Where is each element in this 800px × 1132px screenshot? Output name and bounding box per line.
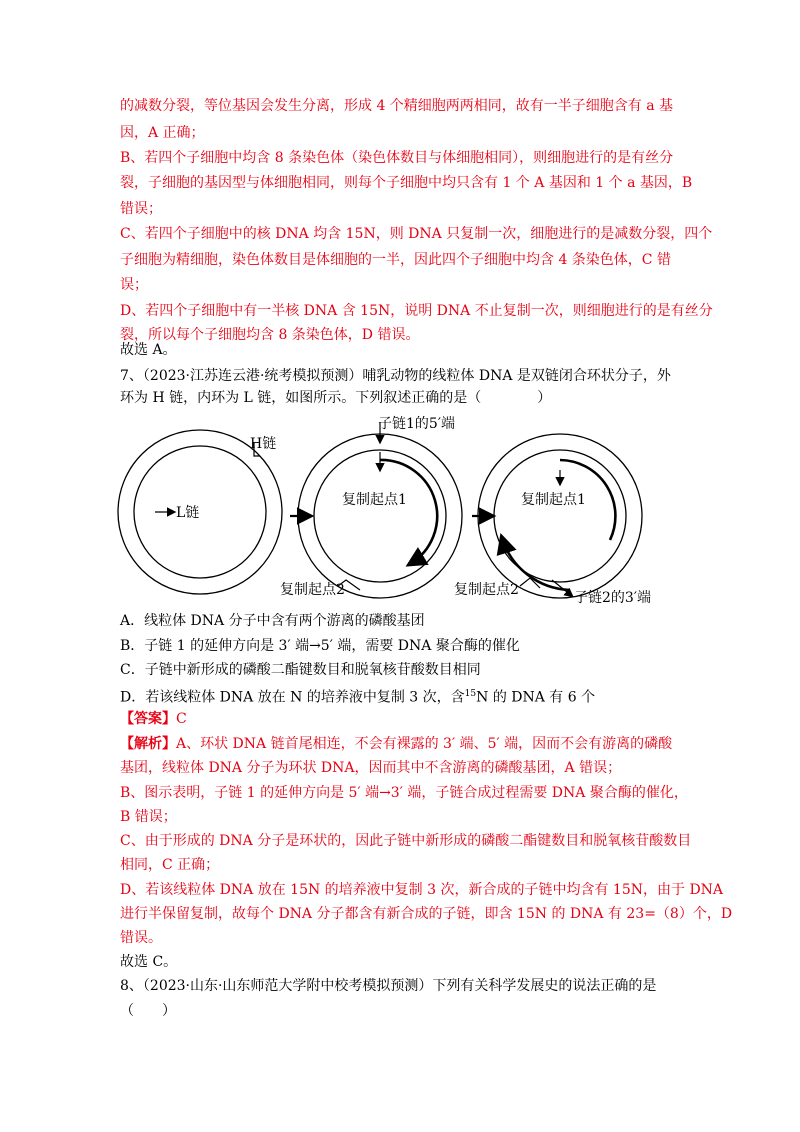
- child2-3end-label: 子链2的3′端: [574, 590, 651, 606]
- h-chain-ring-3: [478, 434, 642, 598]
- question7-stem-line-1: 7、（2023·江苏连云港·统考模拟预测）哺乳动物的线粒体 DNA 是双链闭合环状分子，外: [120, 368, 671, 384]
- prev-analysis-line-8: 误；: [120, 277, 148, 293]
- analysis-line-1: [120, 734, 672, 754]
- option-d-superscript: 15: [464, 689, 477, 699]
- question7-option-c: C．子链中新形成的磷酸二酯键数目和脱氧核苷酸数目相同: [120, 662, 481, 678]
- prev-analysis-line-1: 的减数分裂，等位基因会发生分离，形成 4 个精细胞两两相同，故有一半子细胞含有 a 基: [120, 98, 674, 114]
- question7-option-a: A．线粒体 DNA 分子中含有两个游离的磷酸基团: [120, 613, 425, 629]
- analysis-line-4: B 错误；: [120, 809, 177, 825]
- origin2-label-3: 复制起点2: [454, 582, 519, 598]
- analysis-line-2: 基团，线粒体 DNA 分子为环状 DNA，因而其中不含游离的磷酸基团，A 错误；: [120, 760, 622, 776]
- prev-analysis-line-7: 子细胞为精细胞，染色体数目是体细胞的一半，因此四个子细胞中均含 4 条染色体，C 错: [120, 252, 671, 268]
- analysis-line-7: D、若该线粒体 DNA 放在 15N 的培养液中复制 3 次，新合成的子链中均含有 15N，由于 DNA: [120, 882, 724, 898]
- l-chain-ring-1: [134, 446, 266, 578]
- answer-line: [120, 709, 187, 729]
- circle-set-1: [118, 430, 282, 594]
- prev-conclusion: 故选 A。: [120, 342, 177, 358]
- analysis-line-9: 错误。: [120, 930, 162, 946]
- h-chain-ring-1: [118, 430, 282, 594]
- origin1-label: 复制起点1: [342, 492, 407, 508]
- analysis-line-3: B、图示表明，子链 1 的延伸方向是 5′ 端→3′ 端，子链合成过程需要 DNA 聚合酶的催化，: [120, 785, 688, 801]
- answer-value: C: [176, 711, 187, 727]
- question8-stem-line-1: 8、（2023·山东·山东师范大学附中校考模拟预测）下列有关科学发展史的说法正确的是: [120, 978, 657, 994]
- circle-set-2: [280, 415, 462, 598]
- h-chain-label: H链: [250, 436, 277, 452]
- question8-stem-line-2: （ ）: [120, 1003, 176, 1019]
- question7-conclusion: 故选 C。: [120, 954, 178, 970]
- origin1-label-3: 复制起点1: [521, 492, 586, 508]
- prev-analysis-line-3: B、若四个子细胞中均含 8 条染色体（染色体数目与体细胞相同），则细胞进行的是有丝分: [120, 150, 674, 166]
- analysis-text-1: A、环状 DNA 链首尾相连，不会有裸露的 3′ 端、5′ 端，因而不会有游离的磷酸: [176, 736, 673, 752]
- l-chain-label: L链: [176, 505, 200, 521]
- child1-5end-label: 子链1的5′端: [378, 416, 455, 432]
- origin2-label: 复制起点2: [280, 582, 345, 598]
- prev-analysis-line-6: C、若四个子细胞中的核 DNA 均含 15N，则 DNA 只复制一次，细胞进行的是减数分裂，四个: [120, 226, 713, 242]
- analysis-line-8: 进行半保留复制，故每个 DNA 分子都含有新合成的子链，即含 15N 的 DNA 有 23=（8）个，D: [120, 906, 733, 922]
- analysis-line-5: C、由于形成的 DNA 分子是环状的，因此子链中新形成的磷酸二酯键数目和脱氧核苷酸数目: [120, 833, 692, 849]
- question7-stem-line-2: 环为 H 链，内环为 L 链，如图所示。下列叙述正确的是（ ）: [120, 390, 552, 406]
- analysis-line-6: 相同，C 正确；: [120, 857, 220, 873]
- question7-option-b: B．子链 1 的延伸方向是 3′ 端→5′ 端，需要 DNA 聚合酶的催化: [120, 638, 520, 654]
- mtdna-replication-diagram: [110, 412, 670, 612]
- prev-analysis-line-9: D、若四个子细胞中有一半核 DNA 含 15N，说明 DNA 不止复制一次，则细胞进行的是有丝分: [120, 303, 713, 319]
- option-d-text-pre: D．若该线粒体 DNA 放在 N 的培养液中复制 3 次，含: [120, 689, 465, 706]
- analysis-label: 【解析】: [120, 736, 176, 752]
- option-d-text-post: N 的 DNA 有 6 个: [476, 689, 596, 706]
- daughter-strand-1: [380, 460, 437, 564]
- circle-set-3: [454, 434, 651, 606]
- prev-analysis-line-10: 裂，所以每个子细胞均含 8 条染色体，D 错误。: [120, 327, 420, 343]
- prev-analysis-line-5: 错误；: [120, 201, 162, 217]
- answer-label: 【答案】: [120, 711, 176, 727]
- prev-analysis-line-2: 因，A 正确；: [120, 125, 205, 141]
- prev-analysis-line-4: 裂，子细胞的基因型与体细胞相同，则每个子细胞中均只含有 1 个 A 基因和 1 个 a 基因，B: [120, 175, 693, 191]
- question7-option-d: [120, 684, 595, 708]
